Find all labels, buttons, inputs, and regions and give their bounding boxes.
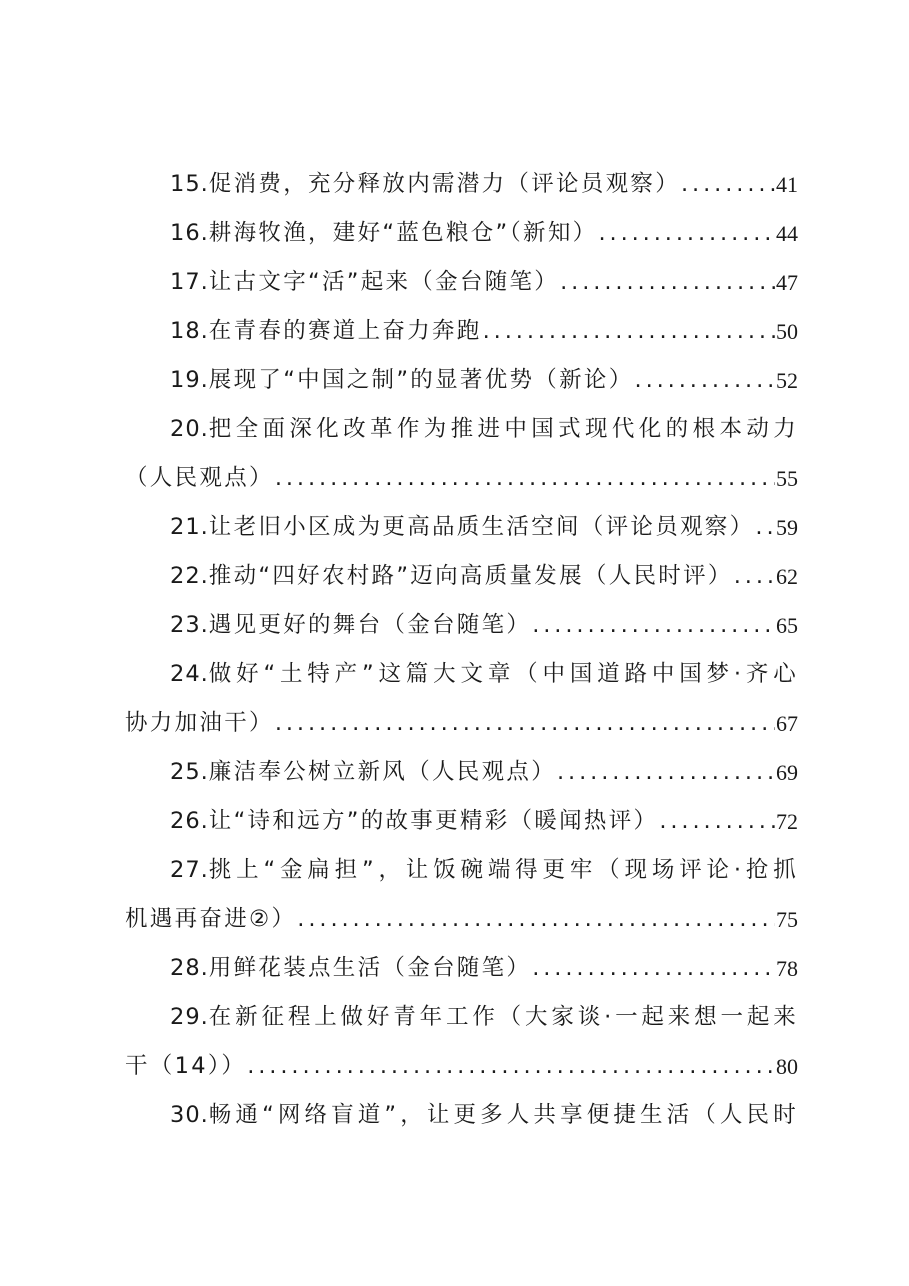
dot-leader — [531, 601, 775, 650]
toc-entry-15[interactable] — [125, 160, 798, 209]
entry-title: 用鲜花装点生活（金台随笔） — [208, 955, 532, 981]
toc-entry-24-line2[interactable] — [125, 699, 798, 748]
entry-number: 25. — [170, 759, 209, 785]
entry-page-number: 52 — [776, 368, 798, 393]
toc-entry-17[interactable] — [125, 258, 798, 307]
entry-page-number: 44 — [776, 221, 798, 246]
entry-page-number: 65 — [776, 613, 798, 638]
entry-number: 18. — [170, 318, 209, 344]
entry-number: 27. — [170, 857, 209, 883]
toc-entry-25[interactable] — [125, 748, 798, 797]
toc-entry-21[interactable] — [125, 503, 798, 552]
dot-leader — [531, 944, 775, 993]
entry-number: 15. — [170, 171, 209, 197]
entry-title: 在新征程上做好青年工作（大家谈·一起来想一起来 — [208, 1004, 798, 1030]
toc-entry-20-line2[interactable] — [125, 454, 798, 503]
entry-number: 16. — [170, 220, 209, 246]
entry-number: 19. — [170, 367, 209, 393]
toc-entry-23[interactable] — [125, 601, 798, 650]
dot-leader — [246, 1042, 775, 1091]
toc-entry-27-line1[interactable] — [125, 846, 798, 895]
entry-number: 21. — [170, 514, 209, 540]
dot-leader — [597, 209, 775, 258]
entry-page-number: 47 — [776, 270, 798, 295]
dot-leader — [556, 748, 775, 797]
dot-leader — [296, 895, 775, 944]
entry-page-number: 67 — [776, 711, 798, 736]
entry-page-number: 75 — [776, 907, 798, 932]
entry-title: 让老旧小区成为更高品质生活空间（评论员观察） — [208, 514, 755, 540]
entry-number: 22. — [170, 563, 209, 589]
toc-entry-20-line1[interactable] — [125, 405, 798, 454]
toc-entry-24-line1[interactable] — [125, 650, 798, 699]
dot-leader — [274, 454, 775, 503]
dot-leader — [658, 797, 775, 846]
toc-entry-29-line2[interactable] — [125, 1042, 798, 1091]
entry-title-continued: 干（14）） — [125, 1053, 247, 1079]
toc-entry-28[interactable] — [125, 944, 798, 993]
entry-title: 把全面深化改革作为推进中国式现代化的根本动力 — [208, 416, 798, 442]
entry-title: 做好“土特产”这篇大文章（中国道路中国梦·齐心 — [208, 661, 798, 687]
entry-page-number: 62 — [776, 564, 798, 589]
entry-number: 29. — [170, 1004, 209, 1030]
entry-title: 让“诗和远方”的故事更精彩（暖闻热评） — [208, 808, 659, 834]
dot-leader — [482, 307, 775, 356]
table-of-contents — [125, 160, 798, 1140]
entry-title: 让古文字“活”起来（金台随笔） — [208, 269, 560, 295]
entry-page-number: 59 — [776, 515, 798, 540]
toc-entry-29-line1[interactable] — [125, 993, 798, 1042]
entry-page-number: 78 — [776, 956, 798, 981]
dot-leader — [634, 356, 775, 405]
entry-title-continued: 机遇再奋进②） — [125, 906, 297, 932]
entry-title-continued: （人民观点） — [125, 465, 274, 491]
entry-title: 遇见更好的舞台（金台随笔） — [208, 612, 532, 638]
toc-entry-30-line1[interactable] — [125, 1091, 798, 1140]
entry-title: 耕海牧渔，建好“蓝色粮仓”（新知） — [208, 220, 598, 246]
entry-number: 23. — [170, 612, 209, 638]
dot-leader — [680, 160, 775, 209]
dot-leader — [559, 258, 775, 307]
toc-entry-26[interactable] — [125, 797, 798, 846]
entry-title-continued: 协力加油干） — [125, 710, 274, 736]
entry-title: 挑上“金扁担”，让饭碗端得更牢（现场评论·抢抓 — [208, 857, 798, 883]
entry-number: 24. — [170, 661, 209, 687]
entry-number: 26. — [170, 808, 209, 834]
entry-number: 28. — [170, 955, 209, 981]
entry-page-number: 80 — [776, 1054, 798, 1079]
toc-entry-22[interactable] — [125, 552, 798, 601]
entry-title: 推动“四好农村路”迈向高质量发展（人民时评） — [208, 563, 733, 589]
entry-page-number: 55 — [776, 466, 798, 491]
dot-leader — [754, 503, 775, 552]
toc-entry-27-line2[interactable] — [125, 895, 798, 944]
entry-title: 促消费，充分释放内需潜力（评论员观察） — [208, 171, 680, 197]
entry-number: 30. — [170, 1102, 209, 1128]
entry-title: 在青春的赛道上奋力奔跑 — [208, 318, 482, 344]
entry-page-number: 72 — [776, 809, 798, 834]
toc-entry-19[interactable] — [125, 356, 798, 405]
dot-leader — [733, 552, 775, 601]
toc-entry-16[interactable] — [125, 209, 798, 258]
dot-leader — [274, 699, 775, 748]
entry-number: 20. — [170, 416, 209, 442]
entry-number: 17. — [170, 269, 209, 295]
toc-entry-18[interactable] — [125, 307, 798, 356]
entry-page-number: 69 — [776, 760, 798, 785]
entry-title: 展现了“中国之制”的显著优势（新论） — [208, 367, 634, 393]
entry-page-number: 41 — [776, 172, 798, 197]
entry-title: 廉洁奉公树立新风（人民观点） — [208, 759, 556, 785]
entry-page-number: 50 — [776, 319, 798, 344]
entry-title: 畅通“网络盲道”，让更多人共享便捷生活（人民时 — [208, 1102, 798, 1128]
